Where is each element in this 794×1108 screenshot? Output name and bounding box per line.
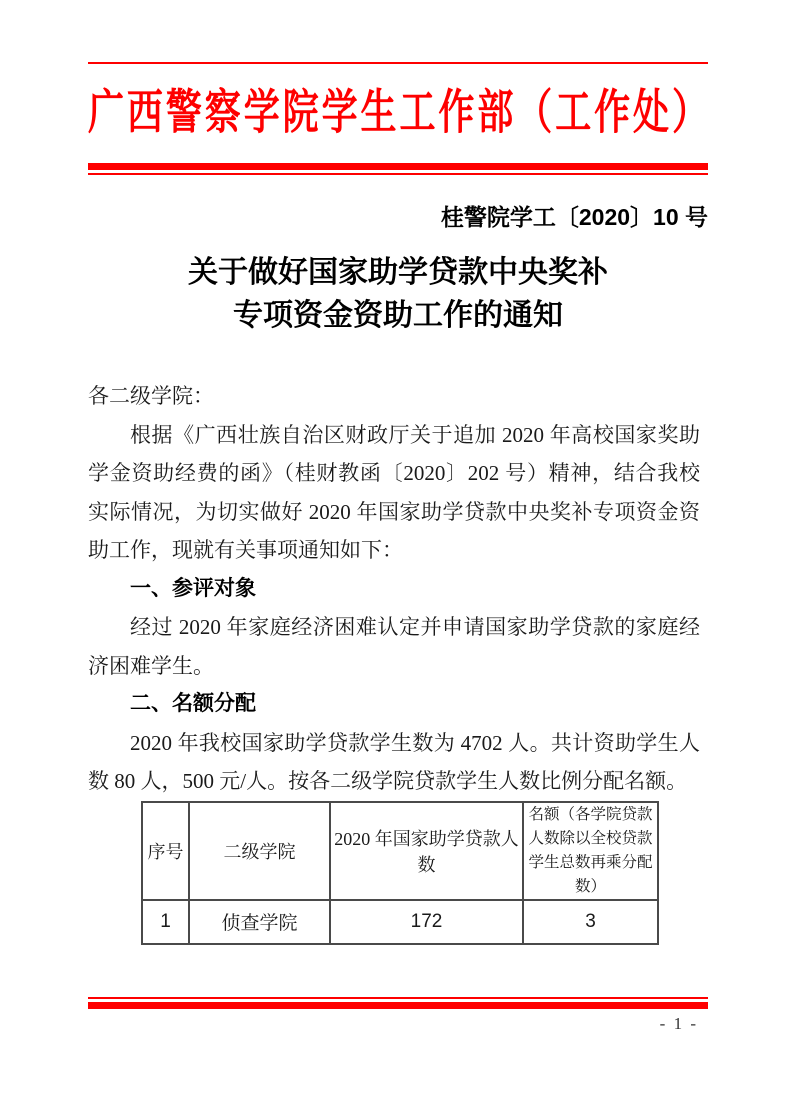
page-content xyxy=(88,0,708,945)
table-header-row xyxy=(142,802,658,900)
document-number: 桂警院学工〔2020〕10 号 xyxy=(440,204,708,230)
page-footer xyxy=(88,997,708,1034)
paragraph-intro: 根据《广西壮族自治区财政厅关于追加 2020 年高校国家奖助学金资助经费的函》（桂财教函〔2020〕202 号）精神，结合我校实际情况，为切实做好 2020 年国家助学贷款中央奖补专项资金资助工作，现就有关事项通知如下： xyxy=(88,422,700,562)
salutation: 各二级学院： xyxy=(88,384,214,408)
document-title-line2: 专项资金资助工作的通知 xyxy=(233,299,563,332)
header-cell-loan-count: 2020 年国家助学贷款人数 xyxy=(330,802,523,900)
cell-quota: 3 xyxy=(523,900,658,944)
document-title-line1: 关于做好国家助学贷款中央奖补 xyxy=(188,256,608,289)
header-cell-quota: 名额（各学院贷款人数除以全校贷款学生总数再乘分配数） xyxy=(523,802,658,900)
document-title xyxy=(88,251,708,337)
section-heading-2: 二、名额分配 xyxy=(130,692,256,715)
section-heading-1: 一、参评对象 xyxy=(130,576,256,600)
paragraph-eligibility: 经过 2020 年家庭经济困难认定并申请国家助学贷款的家庭经济困难学生。 xyxy=(88,615,700,678)
cell-college: 侦查学院 xyxy=(189,900,330,944)
paragraph-quota: 2020 年我校国家助学贷款学生数为 4702 人。共计资助学生人数 80 人，500 元/人。按各二级学院贷款学生人数比例分配名额。 xyxy=(88,730,700,793)
cell-loan-count: 172 xyxy=(330,900,523,944)
page-number: - 1 - xyxy=(659,1014,698,1033)
document-body xyxy=(88,377,700,801)
quota-allocation-table xyxy=(141,801,659,945)
masthead-org-title: 广西警察学院学生工作部（工作处） xyxy=(88,86,708,140)
header-cell-index: 序号 xyxy=(142,802,189,900)
header-cell-college: 二级学院 xyxy=(189,802,330,900)
footer-thick-rule xyxy=(88,1002,708,1009)
cell-index: 1 xyxy=(142,900,189,944)
table-row xyxy=(142,900,658,944)
